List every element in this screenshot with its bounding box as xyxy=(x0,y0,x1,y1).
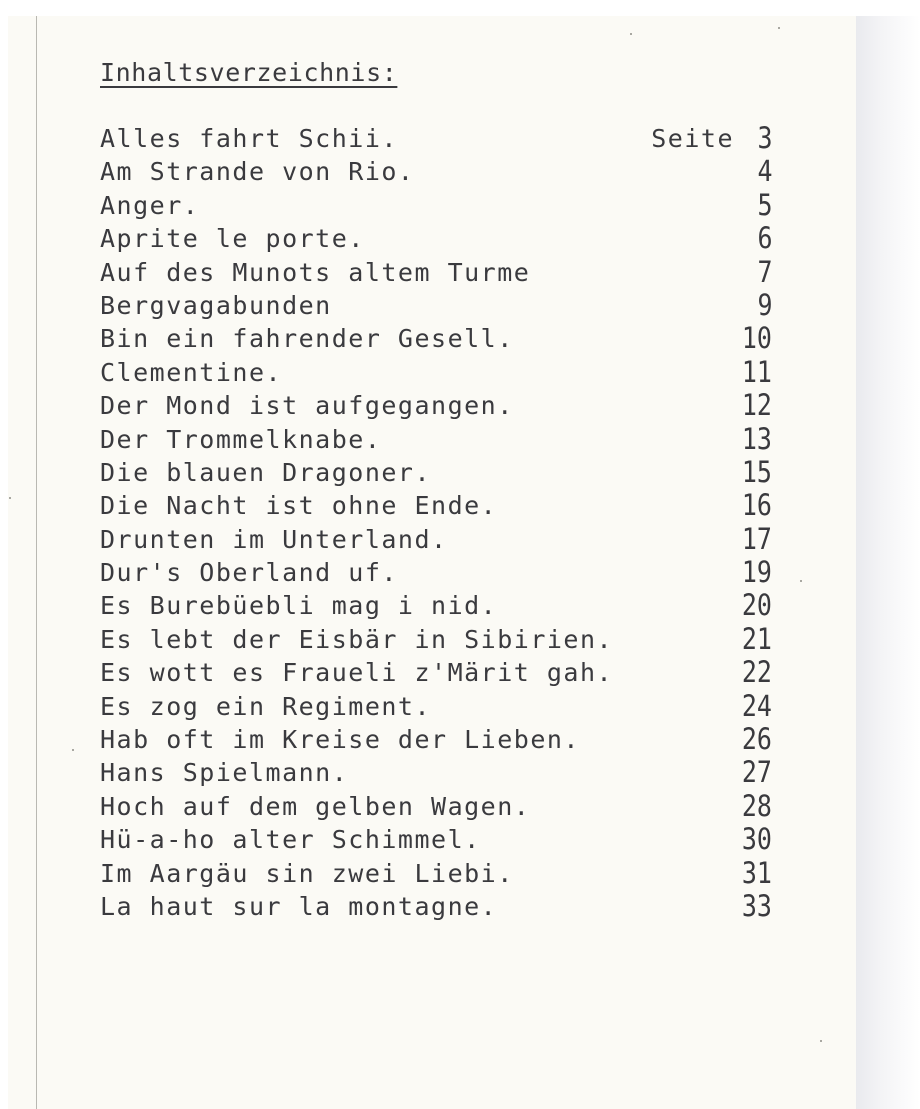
toc-entry xyxy=(100,589,790,622)
toc-entry xyxy=(100,389,790,422)
toc-entry-page-number: 5 xyxy=(756,187,772,222)
paper-speck xyxy=(778,27,780,29)
page-label: Seite xyxy=(651,124,734,153)
toc-entry-page-number: 33 xyxy=(741,888,772,923)
toc-entry-page-number: 6 xyxy=(756,221,772,256)
toc-entry-title: Hoch auf dem gelben Wagen. xyxy=(100,791,531,821)
toc-entry-page-number: 21 xyxy=(741,621,772,656)
toc-entry xyxy=(100,322,790,355)
toc-entry-page-number: 12 xyxy=(741,388,772,423)
toc-entry-title: Bergvagabunden xyxy=(100,290,332,320)
toc-entry-page-number: 31 xyxy=(741,855,772,890)
toc-entry-title: Im Aargäu sin zwei Liebi. xyxy=(100,858,514,888)
toc-entry-page-number: 27 xyxy=(741,755,772,790)
toc-entry xyxy=(100,222,790,255)
toc-entry xyxy=(100,489,790,522)
toc-entry-title: Die Nacht ist ohne Ende. xyxy=(100,491,498,521)
toc-entry xyxy=(100,456,790,489)
toc-entry xyxy=(100,723,790,756)
toc-entry-title: Hü-a-ho alter Schimmel. xyxy=(100,825,481,855)
toc-entry-title: Alles fahrt Schii. xyxy=(100,124,398,153)
toc-entry xyxy=(100,256,790,289)
toc-entry xyxy=(100,356,790,389)
toc-entry-title: Die blauen Dragoner. xyxy=(100,457,432,487)
paper-speck xyxy=(9,497,11,499)
toc-entry xyxy=(100,189,790,222)
paper-speck xyxy=(800,580,802,582)
toc-heading: Inhaltsverzeichnis: xyxy=(100,58,398,87)
toc-entry xyxy=(100,857,790,890)
toc-entry-title: Aprite le porte. xyxy=(100,224,365,254)
toc-entry xyxy=(100,823,790,856)
toc-entry xyxy=(100,790,790,823)
paper-speck xyxy=(630,33,632,35)
toc-entry xyxy=(100,623,790,656)
toc-entry-title: La haut sur la montagne. xyxy=(100,891,498,921)
toc-entry xyxy=(100,122,790,155)
toc-entry-page-number: 22 xyxy=(741,655,772,690)
toc-entry-title: Hans Spielmann. xyxy=(100,758,349,788)
toc-entry-page-number: 20 xyxy=(741,588,772,623)
toc-entry xyxy=(100,656,790,689)
toc-entry xyxy=(100,690,790,723)
table-of-contents xyxy=(100,54,790,923)
toc-entry-title: Bin ein fahrender Gesell. xyxy=(100,324,514,354)
toc-entry-title: Der Trommelknabe. xyxy=(100,424,382,454)
binding-fold-line xyxy=(36,16,37,1109)
toc-entry xyxy=(100,423,790,456)
paper-speck xyxy=(820,1040,822,1042)
toc-entry-page-number: 7 xyxy=(756,254,772,289)
toc-entry-page-number: 15 xyxy=(741,454,772,489)
toc-entry-page-number: 24 xyxy=(741,688,772,723)
toc-entry-title: Hab oft im Kreise der Lieben. xyxy=(100,725,580,755)
toc-entry-page-number: 10 xyxy=(741,321,772,356)
toc-entry-page-number: 4 xyxy=(756,154,772,189)
toc-entry-page-number: 30 xyxy=(741,822,772,857)
toc-entry-title: Dur's Oberland uf. xyxy=(100,558,398,588)
toc-entry-title: Der Mond ist aufgegangen. xyxy=(100,391,514,421)
toc-entry-title: Auf des Munots altem Turme xyxy=(100,257,531,287)
toc-entry-page-number: 9 xyxy=(756,287,772,322)
toc-entry xyxy=(100,556,790,589)
toc-entry-page-number: 16 xyxy=(741,488,772,523)
toc-entry xyxy=(100,155,790,188)
toc-entry xyxy=(100,756,790,789)
toc-entry-page-number: 3 xyxy=(756,121,772,155)
toc-entry-page-number: 17 xyxy=(741,521,772,556)
toc-entry-page-number: 11 xyxy=(741,354,772,389)
paper-speck xyxy=(72,749,74,751)
toc-entry-page-number: 19 xyxy=(741,555,772,590)
toc-entry-title: Am Strande von Rio. xyxy=(100,157,415,187)
toc-entry xyxy=(100,289,790,322)
toc-entry-title: Anger. xyxy=(100,190,200,220)
toc-entry xyxy=(100,523,790,556)
toc-entry xyxy=(100,890,790,923)
toc-entry-title: Clementine. xyxy=(100,357,283,387)
toc-entry-title: Drunten im Unterland. xyxy=(100,524,448,554)
toc-entry-page-number: 28 xyxy=(741,788,772,823)
toc-list xyxy=(100,122,790,923)
toc-entry-title: Es Burebüebli mag i nid. xyxy=(100,591,498,621)
page-edge-shadow xyxy=(856,16,920,1109)
toc-entry-title: Es zog ein Regiment. xyxy=(100,691,432,721)
toc-entry-page-number: 26 xyxy=(741,722,772,757)
toc-entry-title: Es lebt der Eisbär in Sibirien. xyxy=(100,624,614,654)
toc-entry-page-number: 13 xyxy=(741,421,772,456)
toc-entry-title: Es wott es Fraueli z'Märit gah. xyxy=(100,658,614,688)
